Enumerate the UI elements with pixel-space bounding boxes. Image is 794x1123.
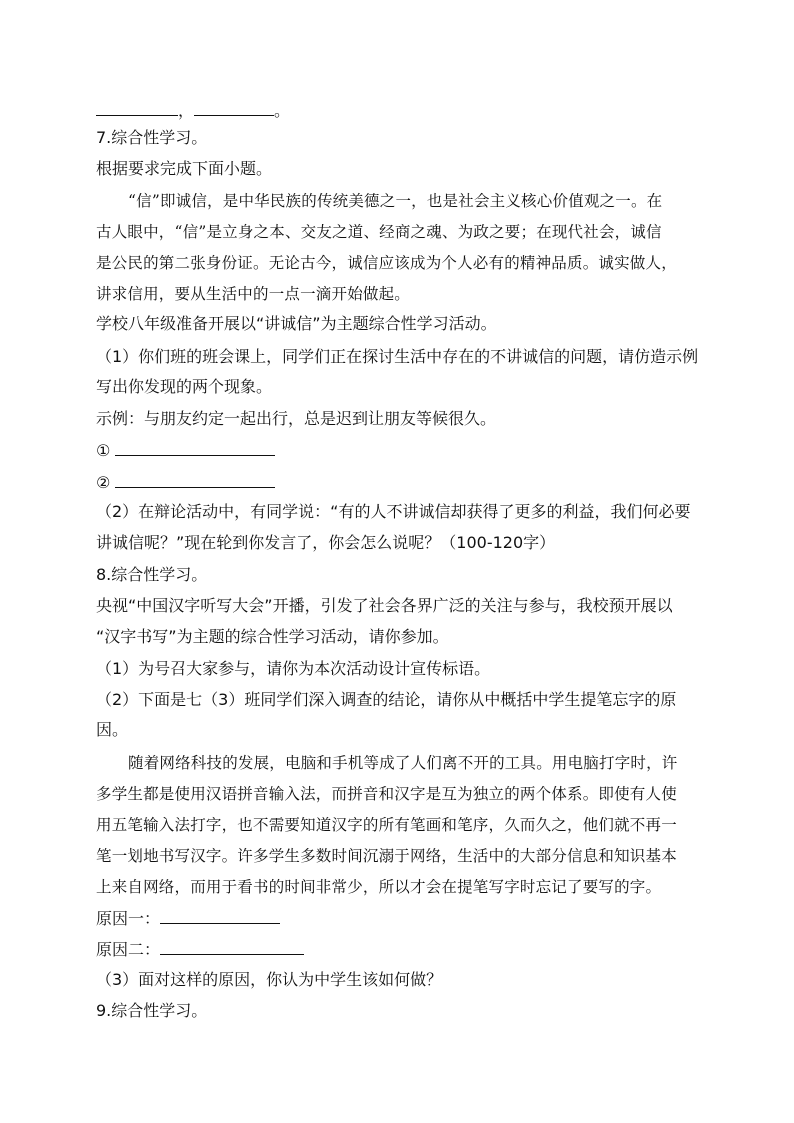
q7-intro: 学校八年级准备开展以“讲诚信”为主题综合性学习活动。 bbox=[96, 314, 497, 333]
q7-title: 7.综合性学习。 bbox=[96, 128, 208, 147]
answer-line-top bbox=[96, 100, 290, 121]
reason-line-1 bbox=[96, 908, 280, 929]
reason-label: 原因二： bbox=[96, 940, 161, 959]
q7-sub2: 讲诚信呢？”现在轮到你发言了，你会怎么说呢？（100-120字） bbox=[96, 533, 556, 552]
q8-passage-line: 用五笔输入法打字，也不需要知道汉字的所有笔画和笔序，久而久之，他们就不再一 bbox=[96, 816, 677, 834]
q7-example: 示例：与朋友约定一起出行，总是迟到让朋友等候很久。 bbox=[96, 409, 497, 428]
answer-blank[interactable] bbox=[115, 472, 275, 488]
q8-intro: 央视“中国汉字听写大会”开播，引发了社会各界广泛的关注与参与，我校预开展以 bbox=[96, 596, 673, 615]
q8-sub2: 因。 bbox=[96, 720, 129, 739]
q8-passage-line: 多学生都是使用汉语拼音输入法，而拼音和汉字是互为独立的两个体系。即使有人使 bbox=[96, 785, 677, 803]
circled-number-2: ② bbox=[96, 473, 111, 492]
q8-passage-line: 笔一划地书写汉字。许多学生多数时间沉溺于网络，生活中的大部分信息和知识基本 bbox=[96, 847, 677, 865]
q9-title: 9.综合性学习。 bbox=[96, 1001, 208, 1020]
q7-passage-line: 古人眼中，“信”是立身之本、交友之道、经商之魂、为政之要；在现代社会，诚信 bbox=[96, 223, 662, 241]
q7-passage-line: 是公民的第二张身份证。无论古今，诚信应该成为个人必有的精神品质。诚实做人， bbox=[96, 254, 677, 272]
reason-line-2 bbox=[96, 939, 304, 960]
q8-title: 8.综合性学习。 bbox=[96, 565, 208, 584]
q8-sub1: （1）为号召大家参与，请你为本次活动设计宣传标语。 bbox=[96, 659, 491, 678]
q7-sub2: （2）在辩论活动中，有同学说：“有的人不讲诚信却获得了更多的利益，我们何必要 bbox=[96, 502, 691, 521]
q8-sub3: （3）面对这样的原因，你认为中学生该如何做？ bbox=[96, 970, 443, 989]
q7-sub1: 写出你发现的两个现象。 bbox=[96, 377, 273, 396]
reason-label: 原因一： bbox=[96, 909, 161, 928]
answer-blank[interactable] bbox=[160, 939, 304, 955]
q8-passage-line: 随着网络科技的发展，电脑和手机等成了人们离不开的工具。用电脑打字时，许 bbox=[128, 754, 678, 772]
answer-blank[interactable] bbox=[96, 100, 178, 116]
answer-line-1 bbox=[96, 440, 275, 461]
q7-instruction: 根据要求完成下面小题。 bbox=[96, 159, 273, 178]
q8-intro: “汉字书写”为主题的综合性学习活动，请你参加。 bbox=[96, 627, 449, 646]
end-mark: 。 bbox=[274, 101, 291, 120]
q7-sub1: （1）你们班的班会课上，同学们正在探讨生活中存在的不讲诚信的问题，请仿造示例 bbox=[96, 347, 699, 366]
q8-passage-line: 上来自网络，而用于看书的时间非常少，所以才会在提笔写字时忘记了要写的字。 bbox=[96, 878, 662, 896]
q7-passage-line: “信”即诚信，是中华民族的传统美德之一，也是社会主义核心价值观之一。在 bbox=[128, 192, 663, 210]
answer-line-2 bbox=[96, 472, 275, 493]
answer-blank[interactable] bbox=[115, 440, 275, 456]
q7-passage-line: 讲求信用，要从生活中的一点一滴开始做起。 bbox=[96, 285, 411, 303]
q8-sub2: （2）下面是七（3）班同学们深入调查的结论，请你从中概括中学生提笔忘字的原 bbox=[96, 690, 677, 709]
circled-number-1: ① bbox=[96, 441, 111, 460]
answer-blank[interactable] bbox=[194, 100, 274, 116]
separator: ， bbox=[178, 101, 195, 120]
answer-blank[interactable] bbox=[160, 908, 280, 924]
